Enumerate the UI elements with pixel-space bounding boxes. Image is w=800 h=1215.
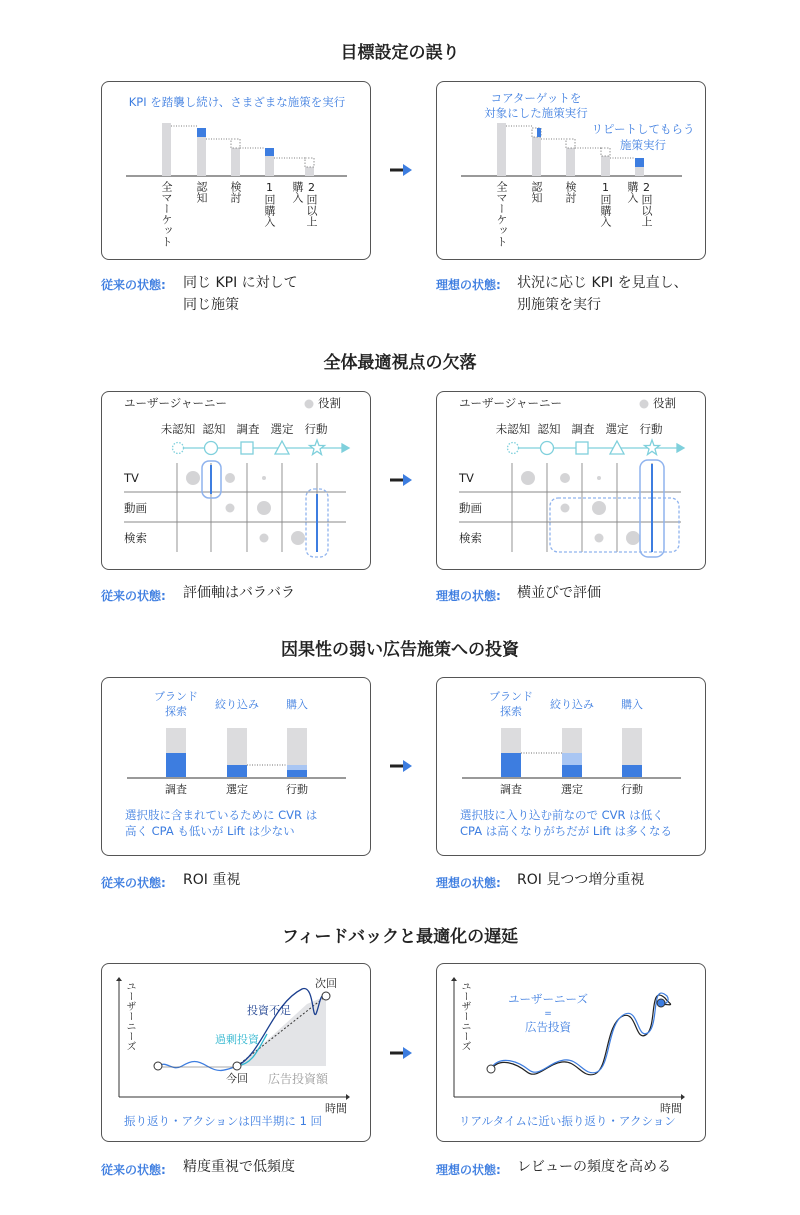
kpi-panel-before	[101, 81, 371, 260]
square-icon	[241, 442, 253, 454]
journey-label: ユーザージャーニー	[124, 396, 228, 410]
bar	[265, 156, 274, 176]
bar-gap	[265, 148, 274, 156]
category-label: 絞り込み	[215, 698, 259, 711]
now-point	[233, 1062, 241, 1070]
stage-label: 購入	[626, 181, 639, 203]
category-label: 購入	[621, 698, 643, 711]
category-label: 絞り込み	[550, 698, 594, 711]
stage-label: 調査	[165, 783, 187, 796]
legend-dot-icon	[640, 400, 649, 409]
stage-label: 調査	[500, 783, 522, 796]
next-label: 次回	[315, 977, 337, 990]
stage-label: 行動	[621, 783, 643, 796]
stage-label: 全マーケット	[160, 181, 173, 247]
now-label: 今回	[226, 1072, 248, 1085]
journey-label: ユーザージャーニー	[459, 396, 563, 410]
stage-label: 検討	[229, 181, 242, 203]
journey-panel-before	[101, 391, 371, 570]
stage-label: 1回購入	[599, 181, 612, 227]
channel-label: TV	[459, 471, 474, 485]
panel-note: 選択肢に入り込む前なので CVR は低く	[460, 808, 664, 822]
lift-panel-after	[436, 677, 706, 856]
highlight-box	[550, 498, 679, 552]
bar-gap	[197, 128, 206, 137]
unaware-circle-icon	[173, 443, 184, 454]
category-label: 購入	[286, 698, 308, 711]
channel-label: 動画	[459, 501, 482, 515]
bar	[162, 123, 171, 176]
stage-label: 認知	[537, 422, 561, 436]
end-point	[657, 999, 665, 1007]
stage-label: 調査	[571, 422, 595, 436]
caption-label: 理想の状態:	[436, 589, 501, 603]
bar	[231, 148, 240, 176]
channel-label: TV	[124, 471, 139, 485]
stage-label: 行動	[304, 422, 328, 436]
caption-text: 同じ KPI に対して	[183, 275, 298, 291]
stage-label: 2回以上	[640, 181, 653, 227]
panel-note: 振り返り・アクションは四半期に 1 回	[124, 1114, 323, 1128]
caption-text: 別施策を実行	[517, 297, 601, 313]
caption-label: 従来の状態:	[101, 876, 166, 890]
panel-note: 選択肢に含まれているために CVR は	[125, 808, 318, 822]
stage-label: 未認知	[160, 422, 196, 436]
stage-label: 認知	[195, 181, 208, 203]
stage-label: 行動	[639, 422, 663, 436]
circle-icon	[205, 442, 218, 455]
caption-text: 精度重視で低頻度	[183, 1159, 295, 1175]
caption-label: 理想の状態:	[436, 876, 501, 890]
category-label: 探索	[165, 705, 187, 718]
kpi-panel-after	[436, 81, 706, 260]
stage-label: 購入	[291, 181, 304, 203]
equation-label: ユーザーニーズ	[508, 992, 588, 1006]
stage-label: 未認知	[495, 422, 531, 436]
start-point	[154, 1062, 162, 1070]
stage-label: 調査	[236, 422, 260, 436]
spend-label: 広告投資額	[268, 1072, 329, 1086]
caption-label: 従来の状態:	[101, 1163, 166, 1177]
stage-label: 選定	[270, 422, 294, 436]
over-investment-label: 過剰投資	[215, 1033, 259, 1046]
panel-note: リアルタイムに近い振り返り・アクション	[459, 1114, 676, 1128]
caption-label: 従来の状態:	[101, 278, 166, 292]
caption-text: 同じ施策	[183, 297, 239, 313]
caption-text: ROI 重視	[183, 872, 241, 888]
stage-label: 選定	[226, 783, 248, 796]
panel-note: 対象にした施策実行	[484, 106, 588, 120]
bar	[305, 167, 314, 176]
next-point	[322, 992, 330, 1000]
channel-label: 検索	[124, 531, 147, 545]
equation-label: =	[544, 1009, 552, 1019]
feedback-panel-before	[101, 963, 371, 1142]
y-axis-label: ユーザーニーズ	[124, 981, 135, 1051]
legend-label: 役割	[318, 396, 341, 410]
stage-label: 認知	[202, 422, 226, 436]
stage-label: 全マーケット	[495, 181, 508, 247]
section-title: 目標設定の誤り	[340, 43, 460, 63]
equation-label: 広告投資	[525, 1020, 571, 1034]
stage-label: 検討	[564, 181, 577, 203]
arrow-right-icon	[390, 163, 414, 177]
category-label: ブランド	[489, 690, 533, 703]
stage-label: 行動	[286, 783, 308, 796]
panel-note: コアターゲットを	[490, 91, 582, 105]
panel-note: KPI を踏襲し続け、さまざまな施策を実行	[128, 95, 346, 109]
caption-label: 理想の状態:	[436, 1163, 501, 1177]
caption-text: レビューの頻度を高める	[517, 1159, 671, 1175]
journey-panel-after	[436, 391, 706, 570]
stage-label: 選定	[605, 422, 629, 436]
panel-note: 高く CPA も低いが Lift は少ない	[125, 824, 295, 838]
caption-text: 評価軸はバラバラ	[183, 585, 295, 601]
caption-label: 従来の状態:	[101, 589, 166, 603]
section-title: 全体最適視点の欠落	[323, 353, 477, 373]
section-title: 因果性の弱い広告施策への投資	[281, 640, 519, 660]
panel-note: 施策実行	[620, 138, 666, 152]
stage-label: 2回以上	[305, 181, 318, 227]
legend-dot-icon	[305, 400, 314, 409]
x-axis-label: 時間	[325, 1102, 347, 1115]
caption-text: ROI 見つつ増分重視	[517, 872, 645, 888]
caption-label: 理想の状態:	[436, 278, 501, 292]
start-point	[487, 1065, 495, 1073]
category-label: ブランド	[154, 690, 198, 703]
arrow-right-icon	[390, 473, 414, 487]
lift-panel-before	[101, 677, 371, 856]
panel-note: リピートしてもらう	[591, 122, 695, 136]
square-icon	[576, 442, 588, 454]
feedback-panel-after	[436, 963, 706, 1142]
stage-label: 認知	[530, 181, 543, 203]
channel-label: 検索	[459, 531, 482, 545]
star-icon	[310, 440, 325, 455]
caption-text: 状況に応じ KPI を見直し、	[517, 275, 688, 291]
x-axis-label: 時間	[660, 1102, 682, 1115]
category-label: 探索	[500, 705, 522, 718]
arrow-right-icon	[390, 759, 414, 773]
channel-label: 動画	[124, 501, 147, 515]
unaware-circle-icon	[508, 443, 519, 454]
under-investment-label: 投資不足	[247, 1004, 291, 1017]
arrow-right-icon	[390, 1046, 414, 1060]
stage-label: 1回購入	[263, 181, 276, 227]
caption-text: 横並びで評価	[517, 585, 601, 601]
y-axis-label: ユーザーニーズ	[459, 981, 470, 1051]
bar	[197, 137, 206, 176]
panel-note: CPA は高くなりがちだが Lift は多くなる	[460, 824, 673, 838]
legend-label: 役割	[653, 396, 676, 410]
stage-label: 選定	[561, 783, 583, 796]
star-icon	[645, 440, 660, 455]
section-title: フィードバックと最適化の遅延	[281, 927, 519, 947]
circle-icon	[541, 442, 554, 455]
